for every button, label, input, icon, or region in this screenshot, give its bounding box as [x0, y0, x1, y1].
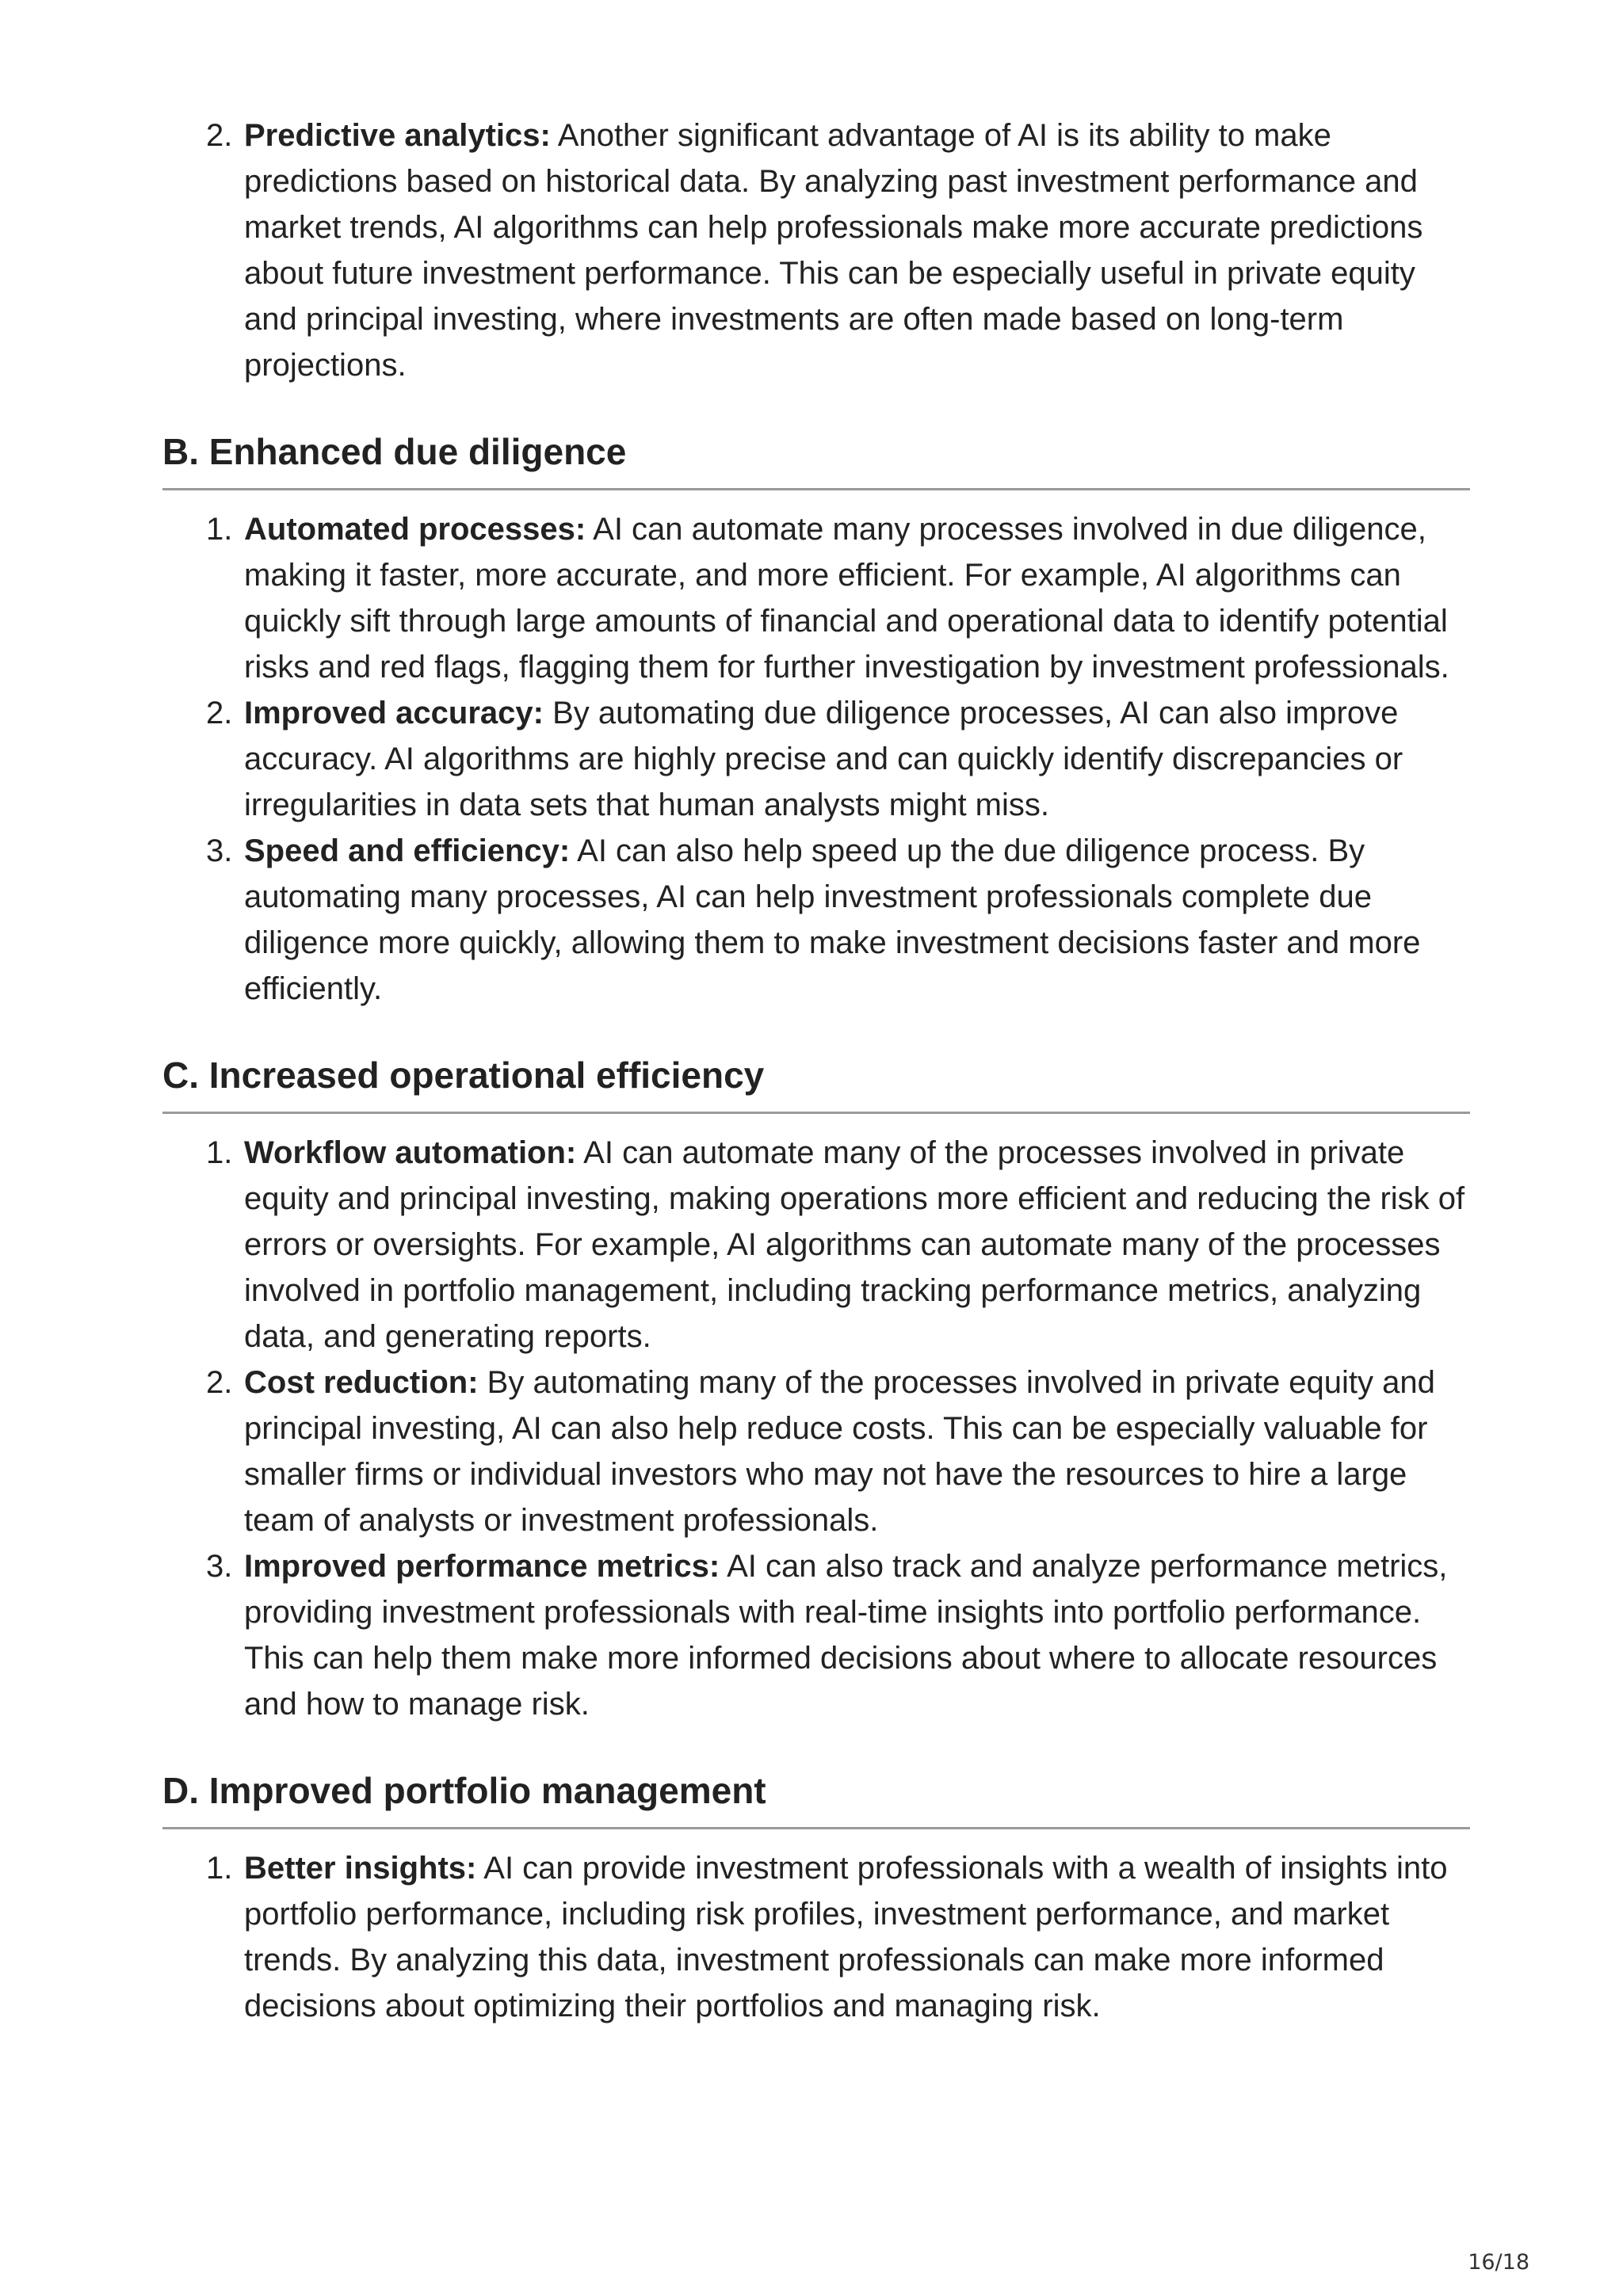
list-item: [162, 1130, 1470, 1360]
intro-list: [162, 113, 1470, 388]
page-number: 16/18: [1468, 2250, 1529, 2275]
list-item-term: Improved accuracy:: [244, 696, 544, 730]
section-list: [162, 1130, 1470, 1727]
list-item: [162, 1360, 1470, 1543]
section-increased-operational-efficiency: [162, 1051, 1470, 1727]
list-item-number: 3.: [206, 1549, 233, 1584]
list-item-text: AI can provide investment professionals with a wealth of insights into portfolio performance, including risk profiles, investment performance, and market trends. By analyzing this data, investment professionals can make more informed decisions about optimizing their portfolios and managing risk.: [244, 1851, 1448, 2023]
list-item: [162, 506, 1470, 690]
section-enhanced-due-diligence: [162, 428, 1470, 1012]
list-item-term: Improved performance metrics:: [244, 1549, 720, 1584]
document-body: [162, 113, 1470, 2029]
list-item-term: Predictive analytics:: [244, 118, 551, 153]
section-heading: C. Increased operational efficiency: [162, 1051, 1470, 1114]
list-item-number: 2.: [206, 118, 233, 153]
list-item-term: Cost reduction:: [244, 1365, 479, 1400]
list-item-number: 1.: [206, 1851, 233, 1886]
list-item: [162, 828, 1470, 1012]
list-item: [162, 1543, 1470, 1727]
section-improved-portfolio-management: [162, 1767, 1470, 2029]
list-item-term: Workflow automation:: [244, 1135, 577, 1170]
list-item-term: Better insights:: [244, 1851, 477, 1886]
section-list: [162, 1845, 1470, 2029]
list-item: [162, 113, 1470, 388]
list-item-term: Speed and efficiency:: [244, 833, 571, 868]
list-item-text: Another significant advantage of AI is its ability to make predictions based on historical data. By analyzing past investment performance and market trends, AI algorithms can help professionals make more accurate predictions about future investment performance. This can be especially useful in private equity and principal investing, where investments are often made based on long-term projections.: [244, 118, 1423, 383]
list-item-number: 1.: [206, 1135, 233, 1170]
list-item-number: 2.: [206, 696, 233, 730]
list-item-text: AI can automate many of the processes involved in private equity and principal investing, making operations more efficient and reducing the risk of errors or oversights. For example, AI algorithms can automate many of the processes involved in portfolio management, including tracking performance metrics, analyzing data, and generating reports.: [244, 1135, 1465, 1354]
list-item-number: 3.: [206, 833, 233, 868]
list-item: [162, 1845, 1470, 2029]
section-list: [162, 506, 1470, 1012]
list-item-number: 2.: [206, 1365, 233, 1400]
list-item-text: By automating due diligence processes, AI can also improve accuracy. AI algorithms are highly precise and can quickly identify discrepancies or irregularities in data sets that human analysts might miss.: [244, 696, 1403, 822]
list-item-text: By automating many of the processes involved in private equity and principal investing, AI can also help reduce costs. This can be especially valuable for smaller firms or individual investors who may not have the resources to hire a large team of analysts or investment professionals.: [244, 1365, 1435, 1538]
section-heading: D. Improved portfolio management: [162, 1767, 1470, 1829]
list-item-text: AI can automate many processes involved in due diligence, making it faster, more accurate, and more efficient. For example, AI algorithms can quickly sift through large amounts of financial and operational data to identify potential risks and red flags, flagging them for further investigation by investment professionals.: [244, 512, 1449, 685]
list-item-text: AI can also help speed up the due diligence process. By automating many processes, AI can help investment professionals complete due diligence more quickly, allowing them to make investment decisions faster and more efficiently.: [244, 833, 1421, 1006]
list-item-term: Automated processes:: [244, 512, 586, 547]
list-item-number: 1.: [206, 512, 233, 547]
section-heading: B. Enhanced due diligence: [162, 428, 1470, 490]
list-item-text: AI can also track and analyze performance metrics, providing investment professionals with real-time insights into portfolio performance. This can help them make more informed decisions about where to allocate resources and how to manage risk.: [244, 1549, 1448, 1722]
list-item: [162, 690, 1470, 828]
